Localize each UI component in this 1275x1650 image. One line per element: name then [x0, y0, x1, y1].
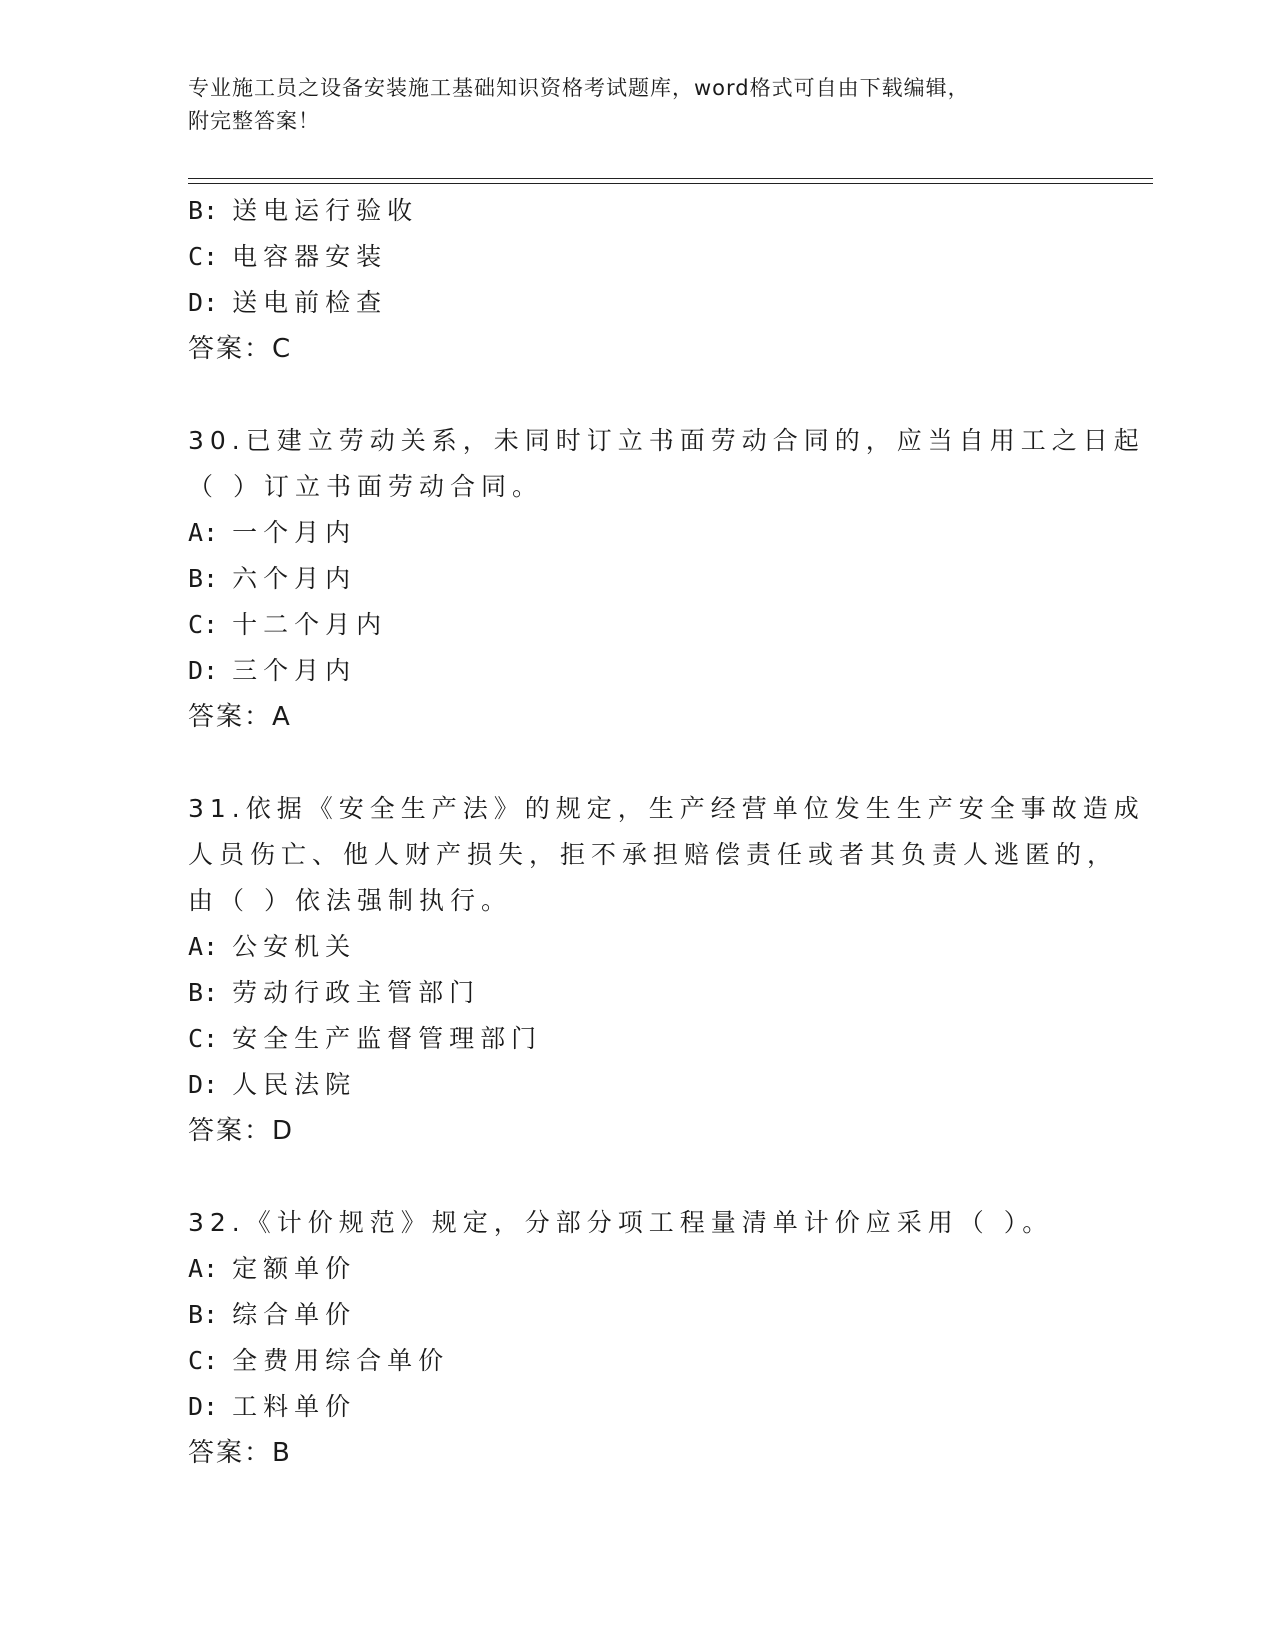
- answer-line: 答案：B: [188, 1438, 292, 1468]
- option-letter: C:: [188, 1024, 219, 1053]
- option-b: [188, 970, 1088, 1016]
- option-letter: D:: [188, 1392, 219, 1421]
- option-text: 定额单价: [232, 1254, 357, 1283]
- option-text: 电容器安装: [232, 242, 388, 271]
- option-text: 人民法院: [232, 1070, 357, 1099]
- option-letter: C:: [188, 1346, 219, 1375]
- option-letter: A:: [188, 1254, 219, 1283]
- option-b: [188, 1292, 1088, 1338]
- header-divider-bottom: [188, 183, 1153, 184]
- question-stem-line: 由（ ）依法强制执行。: [188, 886, 512, 915]
- continued-question: [188, 188, 1088, 372]
- option-text: 送电运行验收: [232, 196, 419, 225]
- option-letter: B:: [188, 1300, 219, 1329]
- question-stem-line: （ ）订立书面劳动合同。: [188, 472, 543, 501]
- option-a: [188, 510, 1088, 556]
- option-letter: B:: [188, 978, 219, 1007]
- option-text: 工料单价: [232, 1392, 357, 1421]
- option-a: [188, 1246, 1088, 1292]
- option-letter: B:: [188, 564, 219, 593]
- option-text: 综合单价: [232, 1300, 357, 1329]
- option-c: [188, 1016, 1088, 1062]
- option-d: [188, 648, 1088, 694]
- header-divider-top: [188, 178, 1153, 179]
- option-d: [188, 280, 1088, 326]
- option-c: [188, 234, 1088, 280]
- question-stem-line: 32.《计价规范》规定，分部分项工程量清单计价应采用（ ）。: [188, 1208, 1054, 1237]
- option-b: [188, 188, 1088, 234]
- option-letter: C:: [188, 242, 219, 271]
- option-b: [188, 556, 1088, 602]
- header-line-2: 附完整答案！: [188, 109, 320, 133]
- question-stem-line: 30.已建立劳动关系，未同时订立书面劳动合同的，应当自用工之日起: [188, 426, 1145, 455]
- option-text: 公安机关: [232, 932, 357, 961]
- question-30: [188, 418, 1145, 740]
- document-body: [188, 188, 1145, 1476]
- answer-line: 答案：A: [188, 702, 292, 732]
- header-line-1: 专业施工员之设备安装施工基础知识资格考试题库，word格式可自由下载编辑，: [188, 76, 970, 100]
- option-c: [188, 1338, 1088, 1384]
- option-text: 送电前检查: [232, 288, 388, 317]
- option-c: [188, 602, 1088, 648]
- option-letter: A:: [188, 518, 219, 547]
- option-text: 一个月内: [232, 518, 357, 547]
- answer-line: 答案：C: [188, 334, 293, 364]
- option-text: 全费用综合单价: [232, 1346, 450, 1375]
- option-letter: D:: [188, 656, 219, 685]
- option-text: 三个月内: [232, 656, 357, 685]
- option-a: [188, 924, 1088, 970]
- page-header: [188, 72, 1088, 138]
- option-letter: A:: [188, 932, 219, 961]
- option-d: [188, 1062, 1088, 1108]
- option-letter: B:: [188, 196, 219, 225]
- option-d: [188, 1384, 1088, 1430]
- question-32: [188, 1200, 1088, 1476]
- option-text: 十二个月内: [232, 610, 388, 639]
- question-stem-line: 31.依据《安全生产法》的规定，生产经营单位发生生产安全事故造成: [188, 794, 1145, 823]
- option-letter: C:: [188, 610, 219, 639]
- question-stem-line: 人员伤亡、他人财产损失，拒不承担赔偿责任或者其负责人逃匿的，: [188, 840, 1119, 869]
- option-text: 劳动行政主管部门: [232, 978, 481, 1007]
- option-letter: D:: [188, 288, 219, 317]
- option-text: 安全生产监督管理部门: [232, 1024, 543, 1053]
- answer-line: 答案：D: [188, 1116, 295, 1146]
- question-31: [188, 786, 1145, 1154]
- option-text: 六个月内: [232, 564, 357, 593]
- option-letter: D:: [188, 1070, 219, 1099]
